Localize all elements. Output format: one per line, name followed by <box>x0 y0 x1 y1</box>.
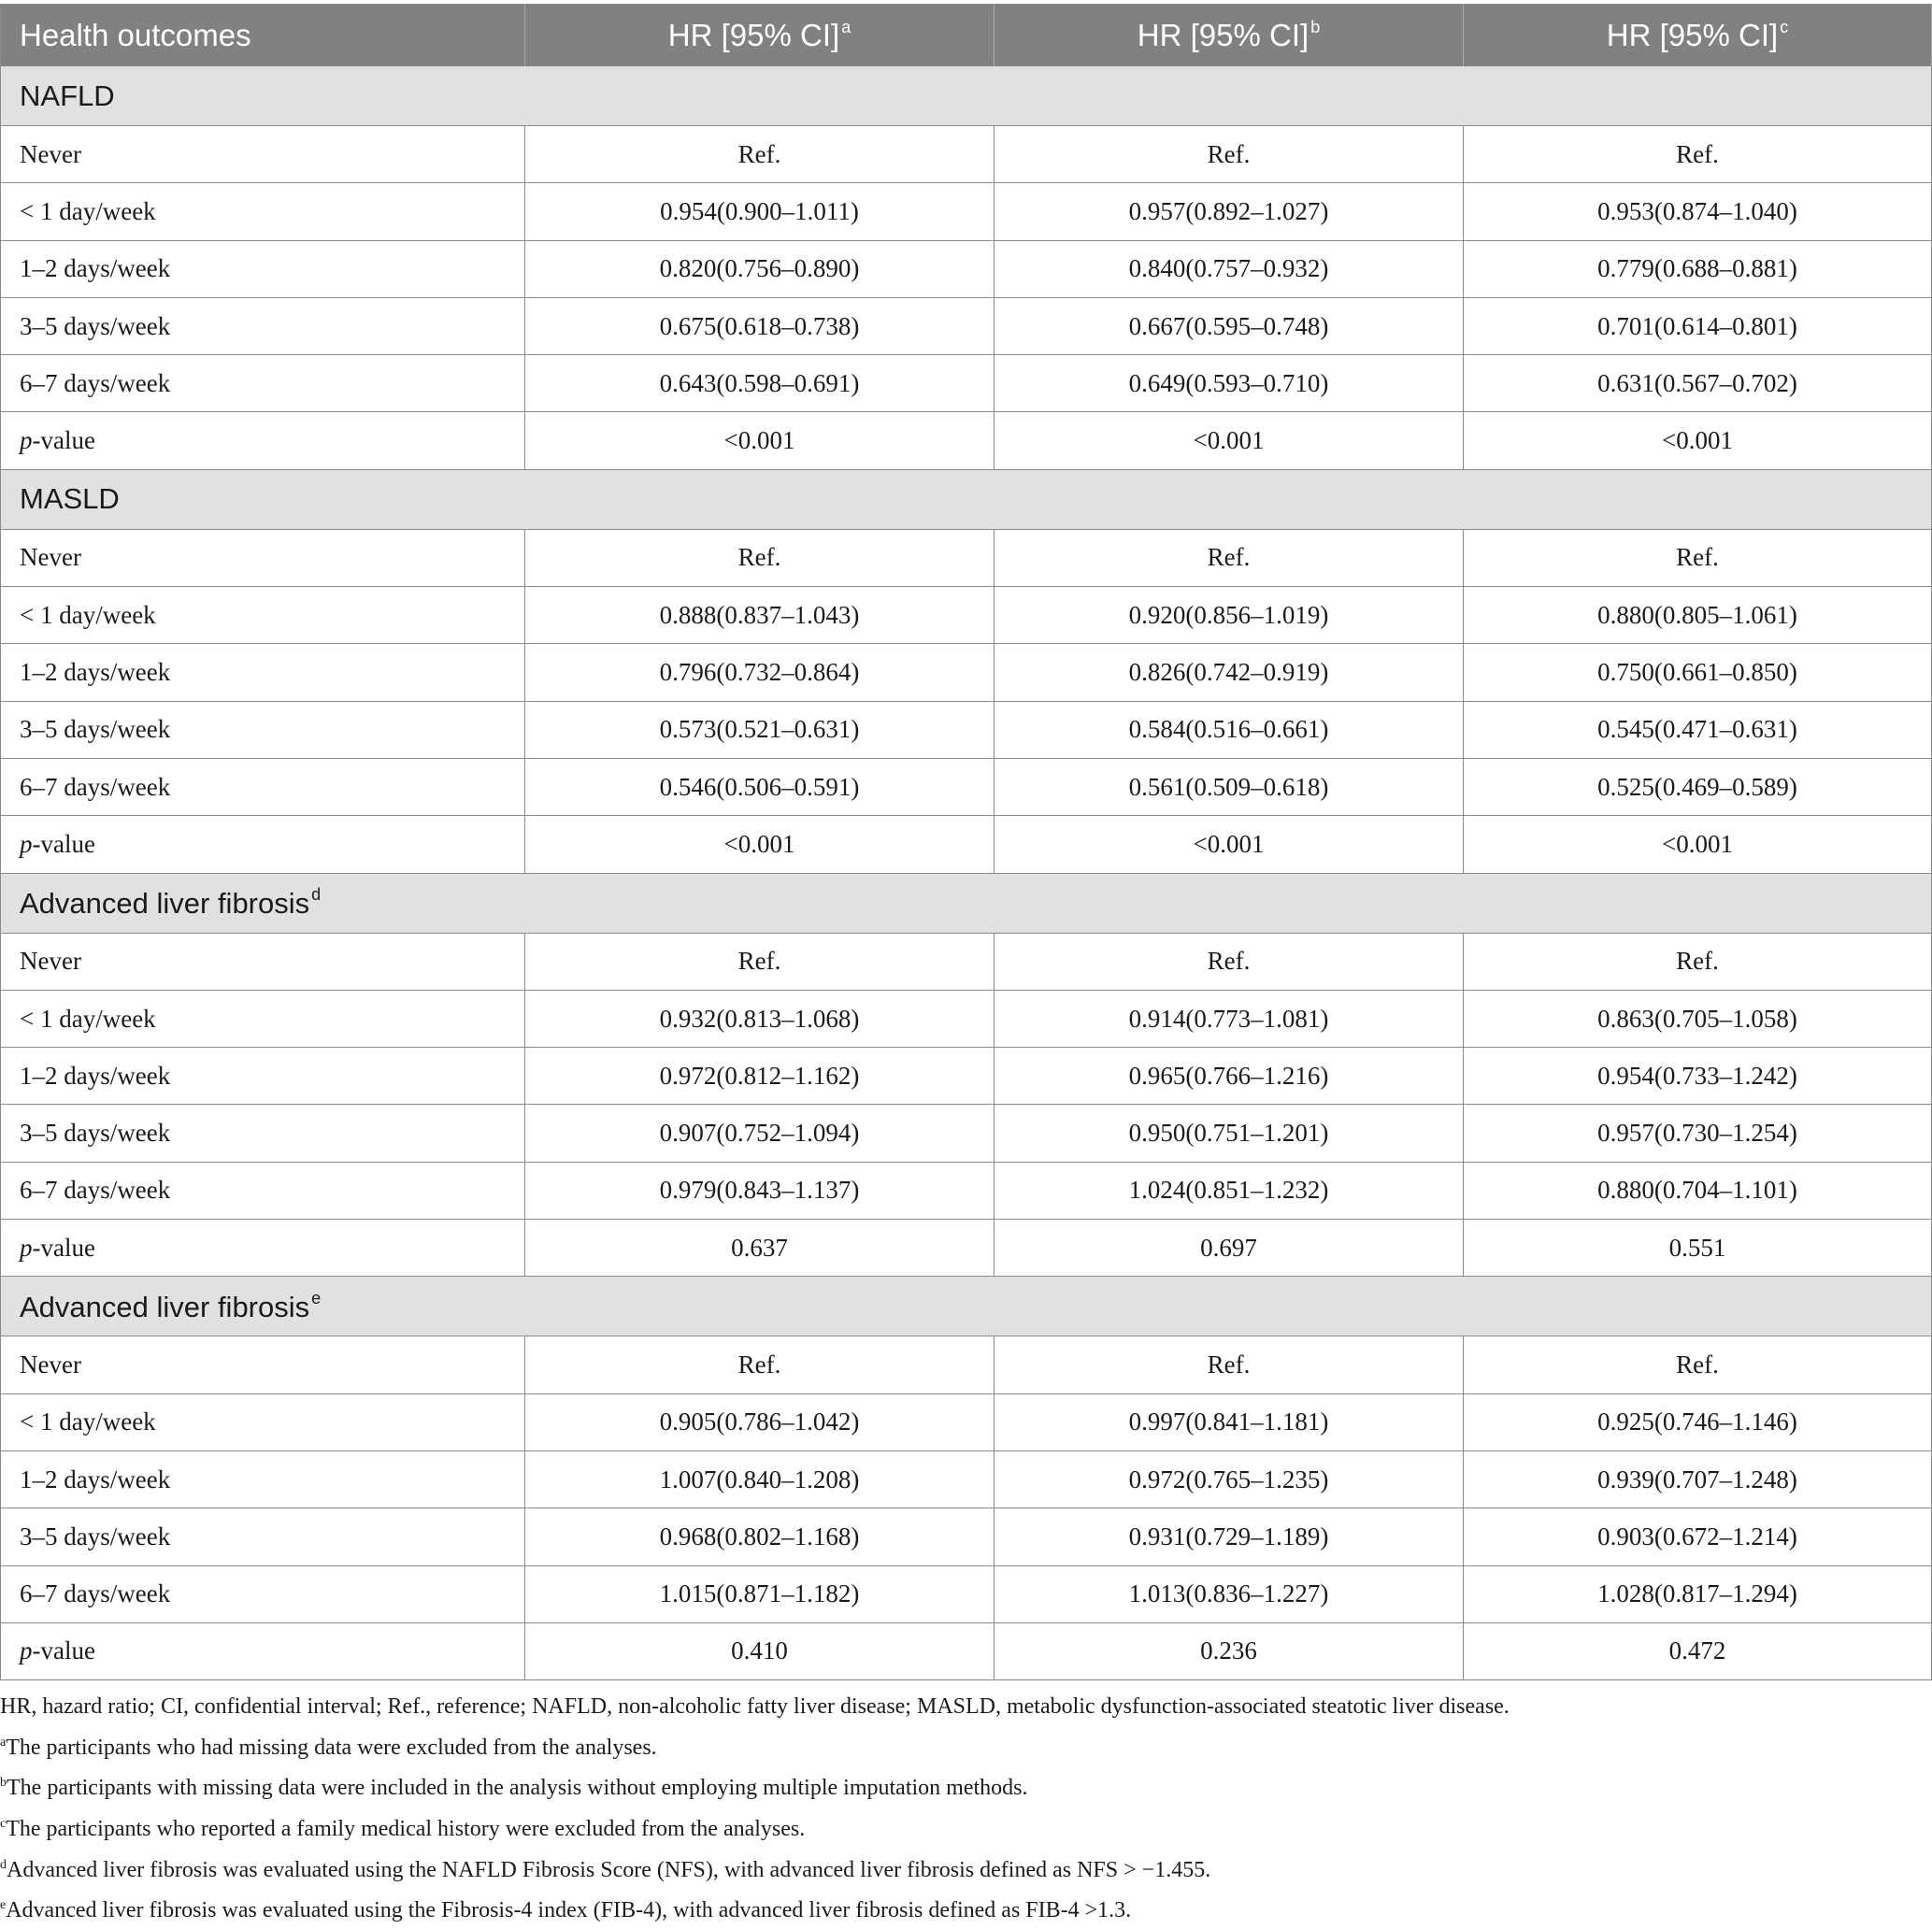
table-figure <box>0 4 1932 1929</box>
hr-value-cell: Ref. <box>995 933 1464 990</box>
hr-value-cell: 1.013(0.836–1.227) <box>995 1565 1464 1622</box>
hazard-ratio-table <box>0 4 1932 1680</box>
hr-value-cell: 0.750(0.661–0.850) <box>1464 644 1932 701</box>
row-label: Never <box>1 529 525 586</box>
footnote: $^d$Advanced liver fibrosis was evaluated using the NAFLD Fibrosis Score (NFS), with advanced liver fibrosis defined as NFS > −1.455. <box>0 1857 1211 1882</box>
table-body <box>1 66 1932 1680</box>
hr-value-cell: 0.820(0.756–0.890) <box>525 240 995 297</box>
row-label: 1–2 days/week <box>1 240 525 297</box>
hr-value-cell: Ref. <box>1464 529 1932 586</box>
row-label: 3–5 days/week <box>1 1508 525 1565</box>
table-row <box>1 587 1932 644</box>
footnote: $^b$The participants with missing data were included in the analysis without employing multiple imputation methods. <box>0 1776 1028 1801</box>
hr-value-cell: 0.779(0.688–0.881) <box>1464 240 1932 297</box>
hr-value-cell: Ref. <box>1464 1336 1932 1393</box>
hr-value-cell: 0.979(0.843–1.137) <box>525 1162 995 1219</box>
table-row <box>1 240 1932 297</box>
table-row <box>1 1450 1932 1507</box>
header-hr-ci-c: HR [95% CI] $^c$ <box>1464 5 1932 66</box>
row-label: Never <box>1 1336 525 1393</box>
p-value-cell: <0.001 <box>1464 816 1932 873</box>
hr-value-cell: 0.905(0.786–1.042) <box>525 1393 995 1450</box>
section-header-row <box>1 469 1932 529</box>
footnote: $^a$The participants who had missing data were excluded from the analyses. <box>0 1735 657 1760</box>
p-value-cell: <0.001 <box>995 816 1464 873</box>
row-label: < 1 day/week <box>1 183 525 240</box>
hr-value-cell: 0.972(0.812–1.162) <box>525 1048 995 1105</box>
p-value-row <box>1 1622 1932 1679</box>
hr-value-cell: 0.631(0.567–0.702) <box>1464 355 1932 412</box>
table-row <box>1 1336 1932 1393</box>
row-label: Never <box>1 126 525 183</box>
section-title: MASLD <box>1 469 1932 529</box>
section-header-row <box>1 873 1932 933</box>
row-label: 6–7 days/week <box>1 1162 525 1219</box>
p-value-label: p-value <box>1 1622 525 1679</box>
hr-value-cell: Ref. <box>525 126 995 183</box>
hr-value-cell: 0.525(0.469–0.589) <box>1464 758 1932 815</box>
p-value-label: p-value <box>1 1220 525 1277</box>
hr-value-cell: 0.545(0.471–0.631) <box>1464 701 1932 758</box>
p-value-cell: <0.001 <box>525 816 995 873</box>
hr-value-cell: 0.954(0.733–1.242) <box>1464 1048 1932 1105</box>
section-title: Advanced liver fibrosis $^e$ <box>1 1277 1932 1336</box>
hr-value-cell: Ref. <box>1464 126 1932 183</box>
table-row <box>1 1048 1932 1105</box>
p-value-cell: 0.410 <box>525 1622 995 1679</box>
table-row <box>1 1393 1932 1450</box>
hr-value-cell: Ref. <box>525 529 995 586</box>
p-value-cell: 0.236 <box>995 1622 1464 1679</box>
hr-value-cell: 0.939(0.707–1.248) <box>1464 1450 1932 1507</box>
table-row <box>1 1105 1932 1162</box>
p-value-label: p-value <box>1 412 525 469</box>
table-row <box>1 529 1932 586</box>
hr-value-cell: 0.925(0.746–1.146) <box>1464 1393 1932 1450</box>
p-value-cell: 0.551 <box>1464 1220 1932 1277</box>
hr-value-cell: 0.957(0.730–1.254) <box>1464 1105 1932 1162</box>
section-title: NAFLD <box>1 66 1932 126</box>
hr-value-cell: 0.675(0.618–0.738) <box>525 297 995 354</box>
row-label: < 1 day/week <box>1 587 525 644</box>
hr-value-cell: 0.584(0.516–0.661) <box>995 701 1464 758</box>
hr-value-cell: 0.561(0.509–0.618) <box>995 758 1464 815</box>
section-header-row <box>1 66 1932 126</box>
hr-value-cell: 0.907(0.752–1.094) <box>525 1105 995 1162</box>
row-label: 3–5 days/week <box>1 1105 525 1162</box>
hr-value-cell: Ref. <box>995 126 1464 183</box>
p-value-cell: <0.001 <box>525 412 995 469</box>
hr-value-cell: Ref. <box>995 1336 1464 1393</box>
hr-value-cell: 1.015(0.871–1.182) <box>525 1565 995 1622</box>
p-value-row <box>1 816 1932 873</box>
hr-value-cell: 0.701(0.614–0.801) <box>1464 297 1932 354</box>
row-label: 6–7 days/week <box>1 1565 525 1622</box>
hr-value-cell: 0.649(0.593–0.710) <box>995 355 1464 412</box>
header-health-outcomes: Health outcomes <box>1 5 525 66</box>
hr-value-cell: 0.863(0.705–1.058) <box>1464 990 1932 1047</box>
row-label: < 1 day/week <box>1 990 525 1047</box>
footnote: HR, hazard ratio; CI, confidential interval; Ref., reference; NAFLD, non-alcoholic fatty liver disease; MASLD, metabolic dysfunction-associated steatotic liver disease. <box>0 1694 1510 1720</box>
hr-value-cell: 0.914(0.773–1.081) <box>995 990 1464 1047</box>
p-value-cell: 0.637 <box>525 1220 995 1277</box>
table-row <box>1 183 1932 240</box>
hr-value-cell: Ref. <box>995 529 1464 586</box>
hr-value-cell: 0.972(0.765–1.235) <box>995 1450 1464 1507</box>
p-value-row <box>1 1220 1932 1277</box>
hr-value-cell: 1.028(0.817–1.294) <box>1464 1565 1932 1622</box>
row-label: 1–2 days/week <box>1 1048 525 1105</box>
table-row <box>1 126 1932 183</box>
p-value-cell: <0.001 <box>1464 412 1932 469</box>
hr-value-cell: 0.968(0.802–1.168) <box>525 1508 995 1565</box>
hr-value-cell: 0.880(0.805–1.061) <box>1464 587 1932 644</box>
row-label: 1–2 days/week <box>1 644 525 701</box>
hr-value-cell: 0.903(0.672–1.214) <box>1464 1508 1932 1565</box>
hr-value-cell: 0.953(0.874–1.040) <box>1464 183 1932 240</box>
footnote: $^e$Advanced liver fibrosis was evaluated using the Fibrosis-4 index (FIB-4), with advanced liver fibrosis defined as FIB-4 >1.3. <box>0 1898 1132 1923</box>
hr-value-cell: 0.957(0.892–1.027) <box>995 183 1464 240</box>
hr-value-cell: 1.024(0.851–1.232) <box>995 1162 1464 1219</box>
hr-value-cell: 0.920(0.856–1.019) <box>995 587 1464 644</box>
table-row <box>1 1565 1932 1622</box>
hr-value-cell: 0.826(0.742–0.919) <box>995 644 1464 701</box>
p-value-label: p-value <box>1 816 525 873</box>
hr-value-cell: 0.840(0.757–0.932) <box>995 240 1464 297</box>
section-title: Advanced liver fibrosis $^d$ <box>1 873 1932 933</box>
hr-value-cell: 0.880(0.704–1.101) <box>1464 1162 1932 1219</box>
p-value-cell: 0.697 <box>995 1220 1464 1277</box>
hr-value-cell: 0.546(0.506–0.591) <box>525 758 995 815</box>
row-label: 3–5 days/week <box>1 701 525 758</box>
row-label: 6–7 days/week <box>1 758 525 815</box>
table-row <box>1 297 1932 354</box>
table-row <box>1 758 1932 815</box>
p-value-cell: <0.001 <box>995 412 1464 469</box>
table-row <box>1 933 1932 990</box>
hr-value-cell: Ref. <box>525 1336 995 1393</box>
hr-value-cell: 0.796(0.732–0.864) <box>525 644 995 701</box>
table-row <box>1 355 1932 412</box>
hr-value-cell: 1.007(0.840–1.208) <box>525 1450 995 1507</box>
row-label: < 1 day/week <box>1 1393 525 1450</box>
row-label: 6–7 days/week <box>1 355 525 412</box>
hr-value-cell: Ref. <box>525 933 995 990</box>
p-value-row <box>1 412 1932 469</box>
hr-value-cell: 0.931(0.729–1.189) <box>995 1508 1464 1565</box>
row-label: 3–5 days/week <box>1 297 525 354</box>
hr-value-cell: 0.954(0.900–1.011) <box>525 183 995 240</box>
hr-value-cell: 0.573(0.521–0.631) <box>525 701 995 758</box>
hr-value-cell: 0.965(0.766–1.216) <box>995 1048 1464 1105</box>
table-row <box>1 644 1932 701</box>
table-footnotes <box>0 1690 1932 1929</box>
hr-value-cell: 0.667(0.595–0.748) <box>995 297 1464 354</box>
table-row <box>1 1162 1932 1219</box>
hr-value-cell: Ref. <box>1464 933 1932 990</box>
hr-value-cell: 0.643(0.598–0.691) <box>525 355 995 412</box>
hr-value-cell: 0.997(0.841–1.181) <box>995 1393 1464 1450</box>
section-header-row <box>1 1277 1932 1336</box>
row-label: 1–2 days/week <box>1 1450 525 1507</box>
row-label: Never <box>1 933 525 990</box>
table-header-row <box>1 5 1932 66</box>
header-hr-ci-a: HR [95% CI] $^a$ <box>525 5 995 66</box>
p-value-cell: 0.472 <box>1464 1622 1932 1679</box>
header-hr-ci-b: HR [95% CI] $^b$ <box>995 5 1464 66</box>
hr-value-cell: 0.950(0.751–1.201) <box>995 1105 1464 1162</box>
hr-value-cell: 0.888(0.837–1.043) <box>525 587 995 644</box>
table-row <box>1 701 1932 758</box>
table-row <box>1 990 1932 1047</box>
footnote: $^c$The participants who reported a family medical history were excluded from the analyses. <box>0 1816 806 1841</box>
table-row <box>1 1508 1932 1565</box>
hr-value-cell: 0.932(0.813–1.068) <box>525 990 995 1047</box>
